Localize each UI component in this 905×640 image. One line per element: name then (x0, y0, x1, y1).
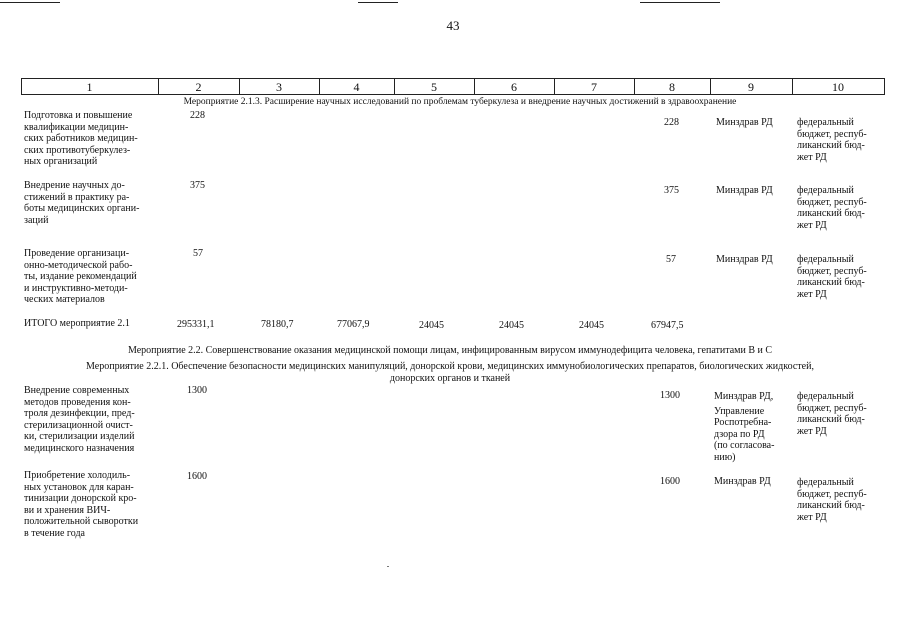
row-funding-line: жет РД (797, 219, 827, 231)
row-name-line: боты медицинских органи- (24, 203, 140, 215)
row-name-line: в течение года (24, 527, 85, 539)
row-funding-line: федеральный (797, 185, 854, 196)
row-funding-line: бюджет, респуб- (797, 488, 867, 500)
row-value-col2: 1600 (187, 471, 207, 482)
row-funding-line: ликанский бюд- (797, 500, 865, 512)
row-value-col8: 1300 (660, 390, 680, 401)
row-executor (714, 391, 774, 464)
row-funding-line: бюджет, респуб- (797, 196, 867, 208)
row-name-line: онно-методической рабо- (24, 259, 133, 271)
section-title-2-2: Мероприятие 2.2. Совершенствование оказания медицинской помощи лицам, инфицированным вирусом иммунодефицита человека, гепатитами В и С (127, 345, 773, 356)
row-name-line: Подготовка и повышение (24, 110, 133, 121)
total-value-col7: 24045 (579, 320, 604, 331)
column-header-8: 8 (669, 80, 675, 94)
row-name-line: квалификации медицин- (24, 121, 129, 133)
row-executor-line: Минздрав РД, (714, 391, 774, 402)
row-value-col2: 228 (190, 110, 205, 121)
row-name (24, 385, 150, 455)
row-value-col8: 1600 (660, 476, 680, 487)
row-executor-line: Управление (714, 405, 765, 417)
row-value-col2: 1300 (187, 385, 207, 396)
row-name-line: ных установок для каран- (24, 481, 134, 493)
row-name-line: заций (24, 214, 49, 226)
row-value-col2: 375 (190, 180, 205, 191)
total-value-col4: 77067,9 (337, 319, 370, 330)
row-name-line: Внедрение современных (24, 385, 130, 396)
column-header-1: 1 (86, 80, 93, 94)
row-name-line: Внедрение научных до- (24, 180, 125, 191)
row-name-line: стижений в практику ра- (24, 191, 130, 203)
row-funding (797, 117, 867, 163)
row-value-col2: 57 (193, 248, 203, 259)
row-executor-line: Минздрав РД (716, 254, 773, 265)
section-title-2-1-3: Мероприятие 2.1.3. Расширение научных исследований по проблемам туберкулеза и внедрение научных достижений в здравоохранение (183, 97, 737, 107)
total-value-col6: 24045 (499, 320, 524, 331)
row-name (24, 180, 150, 226)
column-divider (884, 78, 885, 95)
row-executor-line: Минздрав РД (716, 117, 773, 128)
row-name-line: стерилизационной очист- (24, 419, 133, 431)
column-header-5: 5 (431, 80, 437, 94)
row-value-col8: 57 (666, 254, 676, 265)
row-name-line: ческих материалов (24, 294, 105, 306)
total-label: ИТОГО мероприятие 2.1 (24, 318, 130, 329)
row-funding-line: жет РД (797, 511, 827, 523)
row-name-line: положительной сыворотки (24, 516, 139, 528)
row-name (24, 110, 150, 168)
scan-edge-line (358, 2, 398, 3)
section-subtitle-line: Мероприятие 2.2.1. Обеспечение безопасности медицинских манипуляций, донорской крови, медицинских иммунобиологических препаратов, биологических жидкостей, (86, 361, 814, 372)
row-executor-line: (по согласова- (714, 440, 775, 452)
section-subtitle-2-2-1 (40, 361, 860, 384)
column-header-2: 2 (195, 80, 202, 94)
column-header-3: 3 (276, 80, 282, 94)
row-name-line: методов проведения кон- (24, 396, 131, 408)
row-executor (716, 117, 773, 129)
total-value-col5: 24045 (419, 320, 444, 331)
row-name-line: ских противотуберкулез- (24, 144, 131, 156)
row-funding-line: федеральный (797, 477, 854, 488)
scan-speck (387, 566, 389, 567)
scan-edge-line (0, 2, 60, 3)
row-name-line: Приобретение холодиль- (24, 470, 131, 481)
row-funding-line: ликанский бюд- (797, 414, 865, 426)
row-executor-line: нию) (714, 451, 736, 463)
column-header-9: 9 (748, 80, 754, 94)
row-value-col8: 375 (664, 185, 679, 196)
row-funding-line: ликанский бюд- (797, 208, 865, 220)
row-executor-line: Минздрав РД (714, 476, 771, 487)
section-subtitle-line: донорских органов и тканей (389, 372, 511, 384)
total-value-col8: 67947,5 (651, 320, 684, 331)
row-executor (716, 254, 773, 266)
row-name-line: ты, издание рекомендаций (24, 271, 137, 283)
row-name (24, 248, 150, 306)
row-name-line: ви и хранения ВИЧ- (24, 504, 111, 516)
row-funding (797, 185, 867, 231)
row-funding (797, 254, 867, 300)
row-value-col8: 228 (664, 117, 679, 128)
column-header-10: 10 (832, 80, 844, 94)
row-funding-line: бюджет, респуб- (797, 265, 867, 277)
table-header-bottom-border (21, 94, 884, 95)
row-name-line: троля дезинфекции, пред- (24, 408, 135, 420)
row-funding-line: бюджет, респуб- (797, 128, 867, 140)
row-funding-line: федеральный (797, 254, 854, 265)
column-header-7: 7 (591, 80, 597, 94)
scan-edge-line (640, 2, 720, 3)
column-header-6: 6 (511, 80, 517, 94)
row-name-line: ских работников медицин- (24, 133, 138, 145)
row-funding-line: федеральный (797, 391, 854, 402)
row-name-line: ки, стерилизации изделий (24, 431, 135, 443)
row-executor (716, 185, 773, 197)
page-number: 43 (446, 18, 460, 33)
row-name-line: Проведение организаци- (24, 248, 130, 259)
row-funding (797, 477, 867, 523)
row-name-line: медицинского назначения (24, 442, 135, 454)
row-name-line: тинизации донорской кро- (24, 493, 137, 505)
row-executor-line: дзора по РД (714, 428, 765, 440)
row-funding-line: жет РД (797, 288, 827, 300)
row-name (24, 470, 150, 540)
row-funding-line: ликанский бюд- (797, 277, 865, 289)
row-funding-line: жет РД (797, 425, 827, 437)
row-funding-line: жет РД (797, 151, 827, 163)
total-value-col3: 78180,7 (261, 319, 294, 330)
row-funding-line: ликанский бюд- (797, 140, 865, 152)
total-value-col2: 295331,1 (177, 319, 215, 330)
column-header-4: 4 (353, 80, 360, 94)
row-executor-line: Минздрав РД (716, 185, 773, 196)
row-name-line: и инструктивно-методи- (24, 282, 128, 294)
row-executor (714, 476, 771, 488)
row-name-line: ных организаций (24, 156, 98, 168)
row-funding (797, 391, 867, 437)
row-executor-line: Роспотребна- (714, 417, 772, 429)
row-funding-line: федеральный (797, 117, 854, 128)
row-funding-line: бюджет, респуб- (797, 402, 867, 414)
table-header-top-border (21, 78, 884, 79)
